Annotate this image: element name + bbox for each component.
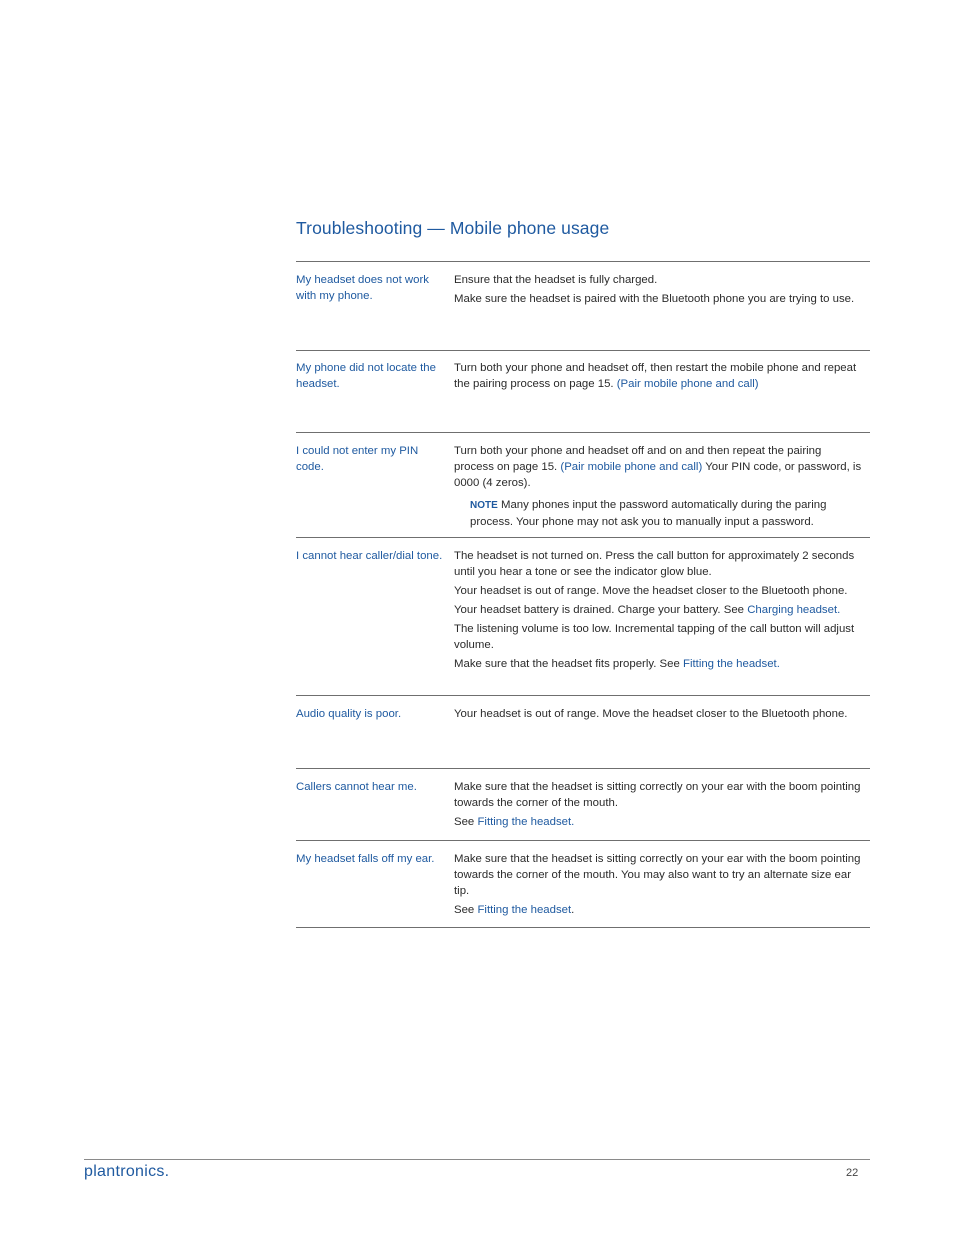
- fitting-headset-link[interactable]: Fitting the headset.: [477, 816, 575, 828]
- table-row: [296, 695, 870, 768]
- solution-cell: [454, 548, 864, 675]
- solution-text: The headset is not turned on. Press the call button for approximately 2 seconds until you hear a tone or see the indicator glow blue.: [454, 550, 855, 578]
- troubleshooting-table: [296, 261, 870, 928]
- table-row: [296, 537, 870, 695]
- table-row: [296, 350, 870, 432]
- note-label: NOTE: [470, 500, 498, 511]
- solution-text: Your headset is out of range. Move the headset closer to the Bluetooth phone.: [454, 585, 848, 597]
- pair-phone-link[interactable]: (Pair mobile phone and call): [560, 461, 703, 473]
- note-text: Many phones input the password automatically during the paring process. Your phone may not ask you to manually input a password.: [470, 499, 827, 528]
- solution-text: Ensure that the headset is fully charged.: [454, 274, 658, 286]
- solution-text: Make sure that the headset fits properly. See: [454, 658, 680, 670]
- solution-text: .: [571, 904, 575, 916]
- solution-text: See: [454, 904, 475, 916]
- solution-text: Your headset is out of range. Move the headset closer to the Bluetooth phone.: [454, 708, 848, 720]
- solution-cell: [454, 272, 864, 310]
- solution-text: Your PIN code, or password, is 0000 (4 zeros).: [454, 461, 862, 489]
- solution-text: Make sure that the headset is sitting correctly on your ear with the boom pointing towards the corner of the mouth. You may also want to try an alternate size ear tip.: [454, 853, 861, 897]
- plantronics-logo: [84, 1163, 169, 1181]
- solution-text: Your headset battery is drained. Charge your battery. See: [454, 604, 745, 616]
- problem-text: My phone did not locate the headset.: [296, 362, 436, 390]
- charging-headset-link[interactable]: Charging headset.: [747, 604, 841, 616]
- solution-cell: [454, 706, 864, 725]
- footer-rule: [84, 1159, 870, 1160]
- solution-text: See: [454, 816, 475, 828]
- logo-text: plantronics.: [84, 1163, 170, 1180]
- problem-text: My headset does not work with my phone.: [296, 274, 429, 302]
- problem-text: Audio quality is poor.: [296, 708, 402, 720]
- solution-cell: [454, 443, 864, 530]
- solution-text: Make sure the headset is paired with the Bluetooth phone you are trying to use.: [454, 293, 855, 305]
- solution-paragraph: [454, 360, 864, 392]
- table-row: [296, 432, 870, 537]
- table-row: [296, 261, 870, 350]
- solution-text: Turn both your phone and headset off and on and then repeat the pairing process on page 15.: [454, 445, 822, 473]
- problem-text: My headset falls off my ear.: [296, 853, 435, 865]
- fitting-headset-link[interactable]: Fitting the headset: [477, 904, 572, 916]
- problem-text: Callers cannot hear me.: [296, 781, 417, 793]
- fitting-headset-link[interactable]: Fitting the headset.: [683, 658, 780, 670]
- page-title: Troubleshooting — Mobile phone usage: [296, 218, 610, 238]
- page-number: 22: [846, 1167, 859, 1179]
- solution-text: Make sure that the headset is sitting correctly on your ear with the boom pointing towards the corner of the mouth.: [454, 781, 861, 809]
- solution-paragraph: [454, 656, 864, 672]
- table-row: [296, 768, 870, 840]
- solution-text: Turn both your phone and headset off, then restart the mobile phone and repeat the pairing process on page 15.: [454, 362, 857, 390]
- solution-text: The listening volume is too low. Incremental tapping of the call button will adjust volume.: [454, 623, 855, 651]
- solution-paragraph: [454, 902, 864, 918]
- problem-text: I could not enter my PIN code.: [296, 445, 419, 473]
- solution-cell: [454, 360, 864, 395]
- solution-paragraph: [454, 602, 864, 618]
- problem-text: I cannot hear caller/dial tone.: [296, 550, 443, 562]
- pair-phone-link[interactable]: (Pair mobile phone and call): [616, 378, 759, 390]
- solution-cell: [454, 851, 864, 921]
- table-row: [296, 840, 870, 928]
- solution-paragraph: [454, 814, 864, 830]
- note-paragraph: [470, 497, 864, 530]
- solution-paragraph: [454, 443, 864, 491]
- solution-cell: [454, 779, 864, 833]
